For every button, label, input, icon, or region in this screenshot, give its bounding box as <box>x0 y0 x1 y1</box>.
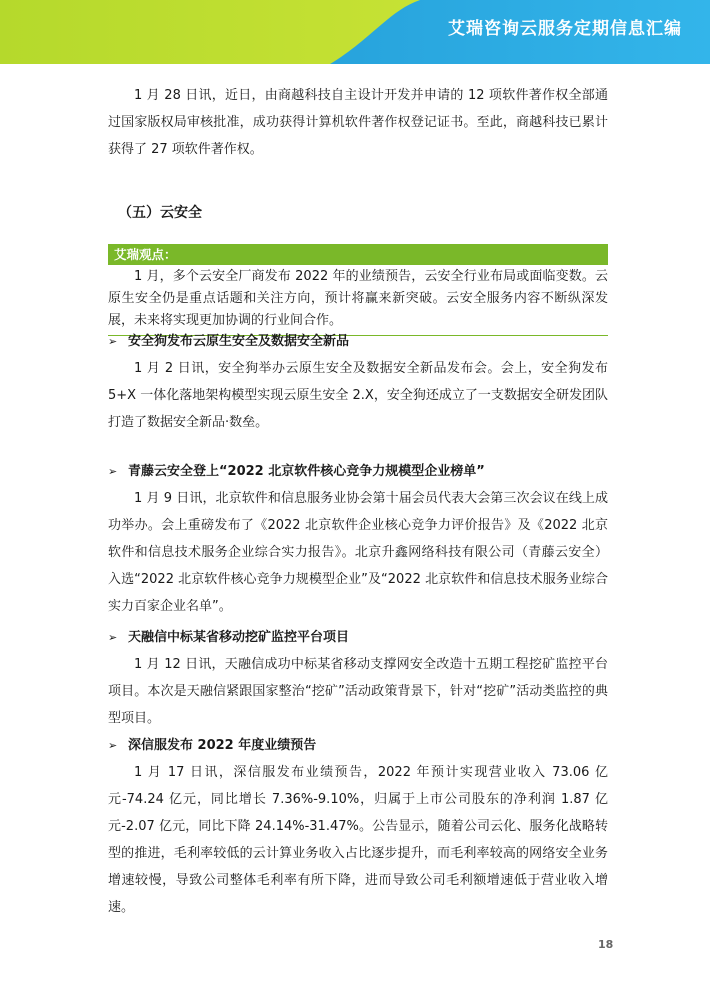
arrow-bullet-icon: ➢ <box>108 631 118 644</box>
news-title-4 <box>108 736 608 756</box>
intro-paragraph: 1 月 28 日讯，近日，由商越科技自主设计开发并申请的 12 项软件著作权全部通过国家版权局审核批准，成功获得计算机软件著作权登记证书。至此，商越科技已累计获得了 27 项软件著作权。 <box>108 88 608 157</box>
section-heading: （五）云安全 <box>118 205 202 221</box>
news-body-4 <box>108 759 608 921</box>
news-title-3 <box>108 628 608 648</box>
news-title-2 <box>108 462 608 482</box>
news-body-3 <box>108 651 608 732</box>
arrow-bullet-icon: ➢ <box>108 465 118 478</box>
news-title-1 <box>108 332 608 352</box>
news-title-text: 安全狗发布云原生安全及数据安全新品 <box>128 334 350 349</box>
news-body-2 <box>108 485 608 620</box>
viewpoint-label: 艾瑞观点： <box>108 244 608 265</box>
arrow-bullet-icon: ➢ <box>108 739 118 752</box>
news-body-1 <box>108 355 608 436</box>
header-banner <box>0 0 710 64</box>
news-paragraph: 1 月 12 日讯，天融信成功中标某省移动支撑网安全改造十五期工程挖矿监控平台项目。本次是天融信紧跟国家整治“挖矿”活动政策背景下，针对“挖矿”活动类监控的典型项目。 <box>108 657 608 726</box>
news-paragraph: 1 月 17 日讯，深信服发布业绩预告，2022 年预计实现营业收入 73.06 亿元-74.24 亿元，同比增长 7.36%-9.10%，归属于上市公司股东的净利润 1.87 亿元-2.07 亿元，同比下降 24.14%-31.47%。公告显示，随着公司云化、服务化战略转型的推进，毛利率较低的云计算业务收入占比逐步提升，而毛利率较高的网络安全业务增速较慢，导致公司整体毛利率有所下降，进而导致公司毛利额增速低于营业收入增速。 <box>108 765 608 915</box>
news-paragraph: 1 月 9 日讯，北京软件和信息服务业协会第十届会员代表大会第三次会议在线上成功举办。会上重磅发布了《2022 北京软件企业核心竞争力评价报告》及《2022 北京软件和信息技术服务企业综合实力报告》。北京升鑫网络科技有限公司（青藤云安全）入选“2022 北京软件核心竞争力规模型企业”及“2022 北京软件和信息技术服务业综合实力百家企业名单”。 <box>108 491 608 614</box>
news-paragraph: 1 月 2 日讯，安全狗举办云原生安全及数据安全新品发布会。会上，安全狗发布 5+X 一体化落地架构模型实现云原生安全 2.X，安全狗还成立了一支数据安全研发团队打造了数据安全新品·数垒。 <box>108 361 608 430</box>
news-title-text: 天融信中标某省移动挖矿监控平台项目 <box>128 630 350 645</box>
viewpoint-box <box>108 244 608 336</box>
viewpoint-text: 1 月，多个云安全厂商发布 2022 年的业绩预告，云安全行业布局或面临变数。云原生安全仍是重点话题和关注方向，预计将赢来新突破。云安全服务内容不断纵深发展，未来将实现更加协调的行业间合作。 <box>108 265 608 336</box>
intro-block <box>108 82 608 163</box>
news-title-text: 深信服发布 2022 年度业绩预告 <box>128 738 317 753</box>
arrow-bullet-icon: ➢ <box>108 335 118 348</box>
page-number: 18 <box>598 938 614 951</box>
news-title-text: 青藤云安全登上“2022 北京软件核心竞争力规模型企业榜单” <box>128 464 485 479</box>
header-title: 艾瑞咨询云服务定期信息汇编 <box>448 19 682 39</box>
